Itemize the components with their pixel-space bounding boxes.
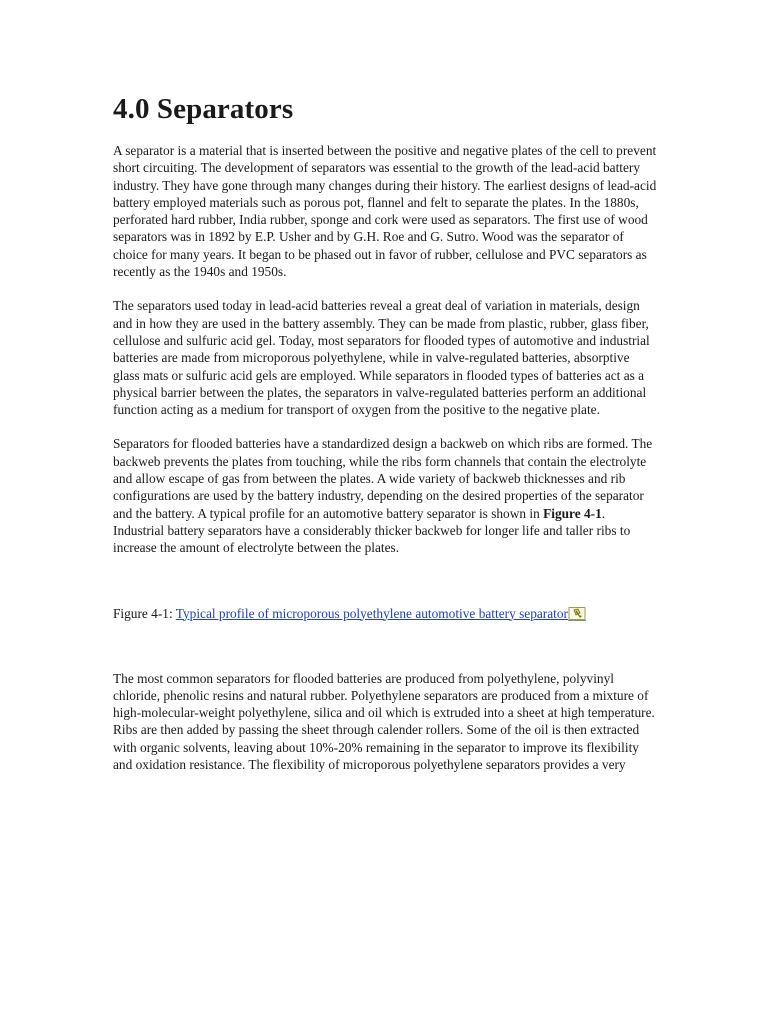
section-heading: 4.0 Separators <box>113 93 294 125</box>
document-page <box>113 92 658 773</box>
paragraph-text-after: . Industrial battery separators have a considerably thicker backweb for longer life and taller ribs to increase the amount of electrolyte between the plates. <box>113 505 631 556</box>
figure-link[interactable]: Typical profile of microporous polyethylene automotive battery separator <box>175 605 568 621</box>
figure-caption <box>113 605 658 622</box>
broken-image-icon[interactable] <box>568 607 586 621</box>
paragraph-flooded-design <box>113 435 658 556</box>
figure-caption-prefix: Figure 4-1: <box>113 605 176 621</box>
paragraph-polyethylene: The most common separators for flooded batteries are produced from polyethylene, polyvinyl chloride, phenolic resins and natural rubber. Polyethylene separators are produced from a mixture of high-molecular-weight polyethylene, silica and oil which is extruded into a sheet at high temperature. Ribs are then added by passing the sheet through calender rollers. Some of the oil is then extracted with organic solvents, leaving about 10%-20% remaining in the separator to improve its flexibility and oxidation resistance. The flexibility of microporous polyethylene separators provides a very <box>113 670 655 773</box>
paragraph-history: A separator is a material that is inserted between the positive and negative plates of the cell to prevent short circuiting. The development of separators was essential to the growth of the lead-acid battery industry. They have gone through many changes during their history. The earliest designs of lead-acid battery employed materials such as porous pot, flannel and felt to separate the plates. In the 1880s, perforated hard rubber, India rubber, sponge and cork were used as separators. The first use of wood separators was in 1892 by E.P. Usher and by G.H. Roe and G. Sutro. Wood was the separator of choice for many years. It began to be phased out in favor of rubber, cellulose and PVC separators as recently as the 1940s and 1950s. <box>113 143 657 280</box>
paragraph-text-before: Separators for flooded batteries have a standardized design a backweb on which ribs are formed. The backweb prevents the plates from touching, while the ribs form channels that contain the electrolyte and allow escape of gas from between the plates. A wide variety of backweb thicknesses and rib configurations are used by the battery industry, depending on the desired properties of the separator and the battery. A typical profile for an automotive battery separator is shown in <box>113 436 653 521</box>
paragraph-materials: The separators used today in lead-acid batteries reveal a great deal of variation in materials, design and in how they are used in the battery assembly. They can be made from plastic, rubber, glass fiber, cellulose and sulfuric acid gel. Today, most separators for flooded types of automotive and industrial batteries are made from microporous polyethylene, while in valve-regulated batteries, absorptive glass mats or sulfuric acid gels are employed. While separators in flooded types of batteries act as a physical barrier between the plates, the separators in valve-regulated batteries perform an additional function acting as a medium for transport of oxygen from the positive to the negative plate. <box>113 298 650 418</box>
figure-reference: Figure 4-1 <box>543 505 602 521</box>
